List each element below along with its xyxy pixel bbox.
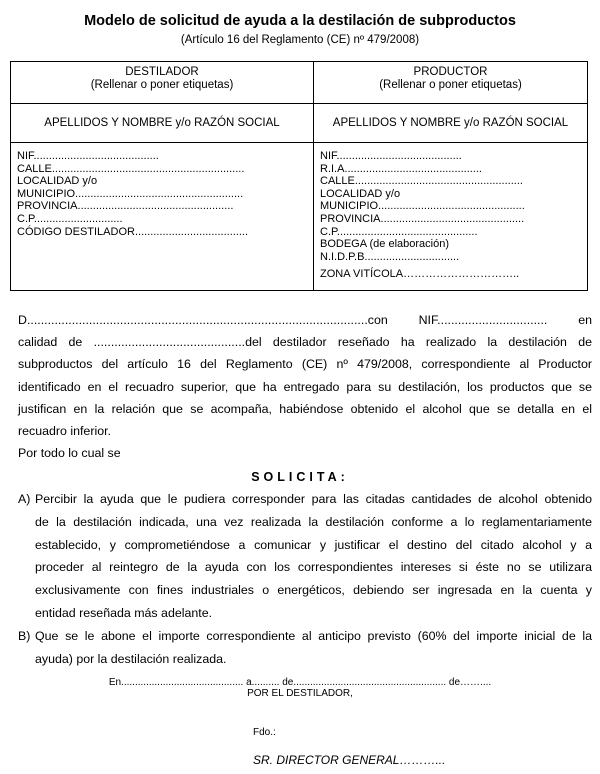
item-a-line: de la destilación indicada, una vez realizada la destilación conforme a lo reglamentariamente — [35, 514, 592, 529]
solicita-heading: SOLICITA: — [251, 470, 349, 484]
item-a-label: A) — [18, 492, 31, 506]
declaration-line: Por todo lo cual se — [18, 446, 121, 461]
productor-bodega-label: BODEGA (de elaboración) — [320, 238, 450, 251]
productor-localidad-label: LOCALIDAD y/o — [320, 187, 401, 200]
productor-title: PRODUCTOR — [413, 66, 488, 78]
item-b-line: ayuda) por la destilación realizada. — [35, 651, 227, 666]
productor-calle-field[interactable]: CALLE....................................................... — [320, 175, 523, 188]
productor-zona-field[interactable]: ZONA VITÍCOLA………………………….. — [320, 268, 520, 281]
form-title: Modelo de solicitud de ayuda a la destilación de subproductos — [84, 13, 516, 29]
declaration-line: identificado en el recuadro superior, que ha entregado para su destilación, los productos que se — [18, 379, 592, 394]
declaration-line: D...................................................................................................con NIF................................ en — [18, 313, 592, 327]
destilador-header — [11, 62, 313, 104]
parties-box — [10, 61, 588, 291]
destilador-column — [11, 62, 314, 290]
declaration-paragraph — [18, 309, 592, 464]
destilador-localidad-label: LOCALIDAD y/o — [17, 175, 98, 188]
signature-field[interactable]: Fdo.: — [253, 727, 276, 738]
destilador-fields — [11, 143, 313, 238]
signature-role: POR EL DESTILADOR, — [247, 688, 353, 699]
productor-ria-field[interactable]: R.I.A............................................. — [320, 162, 482, 175]
productor-fields — [314, 143, 587, 281]
productor-provincia-field[interactable]: PROVINCIA............................................... — [320, 212, 525, 225]
productor-nif-field[interactable]: NIF......................................... — [320, 150, 462, 162]
declaration-line: calidad de ............................................del destilador reseñado ha realizado la destilación de — [18, 335, 592, 350]
productor-name-field[interactable]: APELLIDOS Y NOMBRE y/o RAZÓN SOCIAL — [314, 104, 587, 143]
productor-cp-field[interactable]: C.P.............................................. — [320, 225, 478, 238]
item-a-line: establecido, y comprometiéndose a comunicar y justificar el destino del citado alcohol y a — [35, 537, 592, 552]
item-b-line: Que se le abone el importe correspondiente al anticipo previsto (60% del importe inicial de la — [35, 629, 592, 643]
destilador-cp-field[interactable]: C.P............................. — [17, 212, 123, 225]
destilador-codigo-field[interactable]: CÓDIGO DESTILADOR..................................... — [17, 225, 249, 238]
request-item-b — [18, 625, 592, 671]
addressee: SR. DIRECTOR GENERAL………... — [253, 753, 446, 767]
destilador-municipio-field[interactable]: MUNICIPIO....................................................... — [17, 187, 244, 200]
item-a-line: exclusivamente con fines industriales o energéticos, debiendo ser ingresada en la cuenta y — [35, 583, 592, 598]
destilador-nif-field[interactable]: NIF......................................... — [17, 150, 159, 162]
destilador-title: DESTILADOR — [125, 66, 199, 78]
place-date-line[interactable]: En............................................ a.......... de....................................................... de…….... — [108, 677, 492, 688]
destilador-name-field[interactable]: APELLIDOS Y NOMBRE y/o RAZÓN SOCIAL — [11, 104, 313, 143]
destilador-provincia-field[interactable]: PROVINCIA................................................... — [17, 200, 234, 213]
item-a-line: entidad reseñada más adelante. — [35, 605, 213, 620]
declaration-line: recuadro inferior. — [18, 424, 111, 439]
declaration-line: subproductos del artículo 16 del Reglamento (CE) nº 479/2008, correspondiente al Productor — [18, 357, 592, 372]
item-a-line: proceder al reintegro de la ayuda con los correspondientes intereses si éste no se utilizara — [35, 560, 592, 575]
productor-column — [314, 62, 587, 290]
productor-nidpb-field[interactable]: N.I.D.P.B............................... — [320, 250, 460, 263]
item-a-line: Percibir la ayuda que le pudiera corresponder para las citadas cantidades de alcohol obtenido — [35, 492, 592, 506]
productor-header — [314, 62, 587, 104]
declaration-line: justifican en la relación que se acompaña, habiéndose obtenido el alcohol que se detalla en el — [18, 401, 592, 416]
form-subtitle: (Artículo 16 del Reglamento (CE) nº 479/2008) — [180, 34, 420, 46]
productor-instructions: (Rellenar o poner etiquetas) — [379, 79, 522, 91]
destilador-calle-field[interactable]: CALLE............................................................... — [17, 162, 245, 175]
destilador-instructions: (Rellenar o poner etiquetas) — [90, 79, 234, 91]
request-item-a — [18, 488, 592, 625]
productor-municipio-field[interactable]: MUNICIPIO................................................ — [320, 200, 525, 213]
item-b-label: B) — [18, 629, 31, 643]
